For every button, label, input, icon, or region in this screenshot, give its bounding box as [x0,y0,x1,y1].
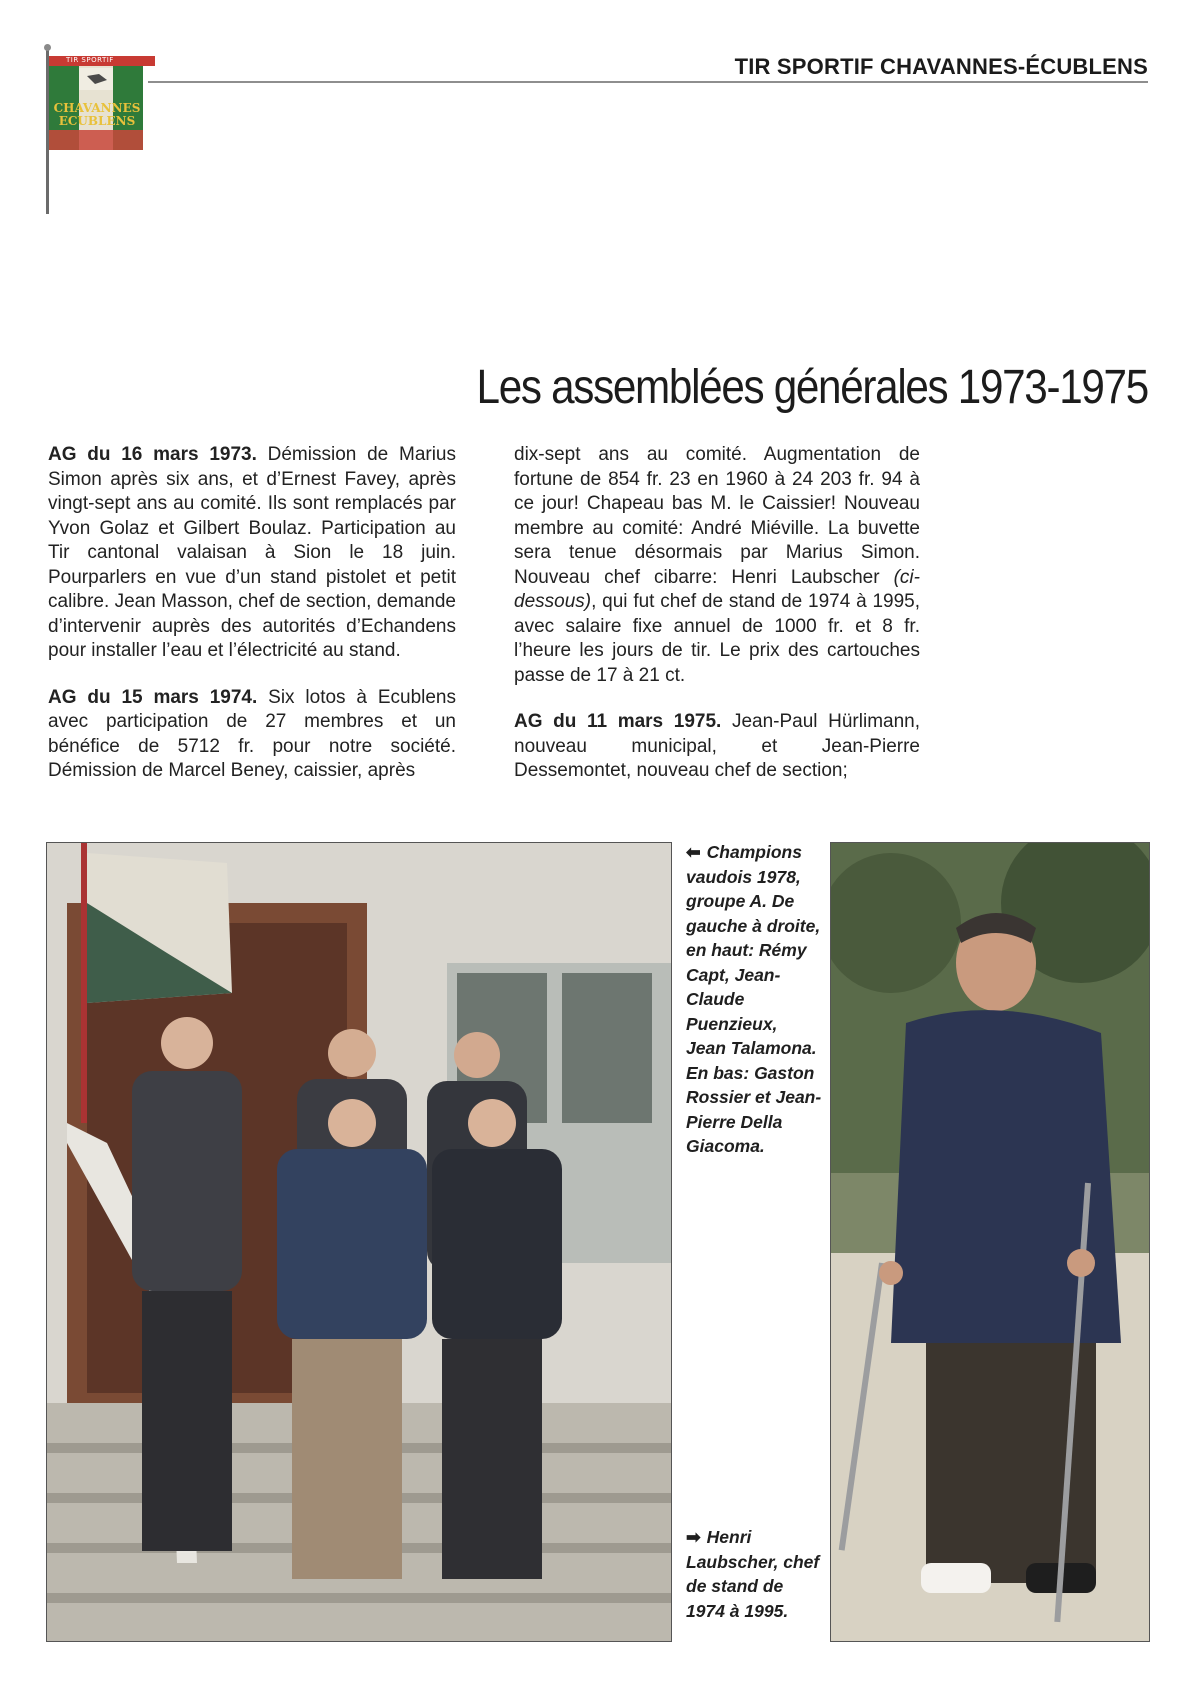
paragraph-text: Six lotos à Ecublens avec participation de 27 membres et un bénéfice de 5712 fr. pour notre société. Démission de Marcel Beney, caissier, après [48,686,456,781]
paragraph-ag-1975 [514,710,920,784]
paragraph-ag-1973 [48,443,456,664]
flag-text-line1: CHAVANNES [53,101,141,115]
paragraph-text: Jean-Paul Hürlimann, nouveau municipal, et Jean-Pierre Dessemontet, nouveau chef de section; [514,711,920,781]
paragraph-text: Démission de Marius Simon après six ans, et d’Ernest Favey, après vingt-sept ans au comité. Ils sont remplacés par Yvon Golaz et Gilbert Boulaz. Participation au Tir cantonal valaisan à Sion le 18 juin. Pourparlers en vue d’un stand pistolet et petit calibre. Jean Masson, chef de section, demande d’intervenir auprès des autorités d’Echandens pour installer l’eau et l’électricité au stand. [48,444,456,661]
group-photo-shooters [47,843,671,1641]
paragraph-ag-1974-cont [514,443,920,688]
paragraph-lead: AG du 11 mars 1975. [514,711,722,732]
arrow-right-icon: ➡ [686,1527,701,1547]
caption-text: Champions vaudois 1978, groupe A. De gauche à droite, en haut: Rémy Capt, Jean-Claude Puenzieux, Jean Talamona. En bas: Gaston Rossier et Jean-Pierre Della Giacoma. [686,842,822,1156]
paragraph-ag-1974 [48,686,456,784]
henri-laubscher-photo [830,842,1150,1642]
article-title: Les assemblées générales 1973-1975 [476,361,1148,414]
caption-henri-laubscher [686,1525,822,1623]
flag-text [52,102,142,128]
header-rule [148,81,1148,83]
paragraph-text: , qui fut chef de stand de 1974 à 1995, avec salaire fixe annuel de 1000 fr. et 8 fr. l’heure les jours de tir. Le prix des cartouches passe de 17 à 21 ct. [514,591,920,686]
caption-text: Henri Laubscher, chef de stand de 1974 à 1995. [686,1527,820,1621]
flag-text-line2: ECUBLENS [58,114,136,128]
section-header-title: TIR SPORTIF CHAVANNES-ÉCUBLENS [734,54,1148,79]
flag-pole-tip [44,44,51,51]
paragraph-text: dix-sept ans au comité. Augmentation de fortune de 854 fr. 23 en 1960 à 24 203 fr. 94 à ce jour! Chapeau bas M. le Caissier! Nouveau membre au comité: André Miéville. La buvette sera tenue désormais par Marius Simon. Nouveau chef cibarre: Henri Laubscher [514,444,920,588]
group-photo [46,842,672,1642]
arrow-left-icon: ⬅ [686,842,701,862]
paragraph-lead: AG du 16 mars 1973. [48,444,257,465]
caption-champions-1978 [686,840,822,1159]
portrait-photo-henri [831,843,1149,1641]
paragraph-italic: (ci-dessous) [514,566,920,612]
paragraph-lead: AG du 15 mars 1974. [48,686,258,708]
article-column-right [514,443,920,806]
article-column-left [48,443,456,806]
club-flag-logo [46,48,156,214]
flag-top-text: TIR SPORTIF [66,56,114,64]
